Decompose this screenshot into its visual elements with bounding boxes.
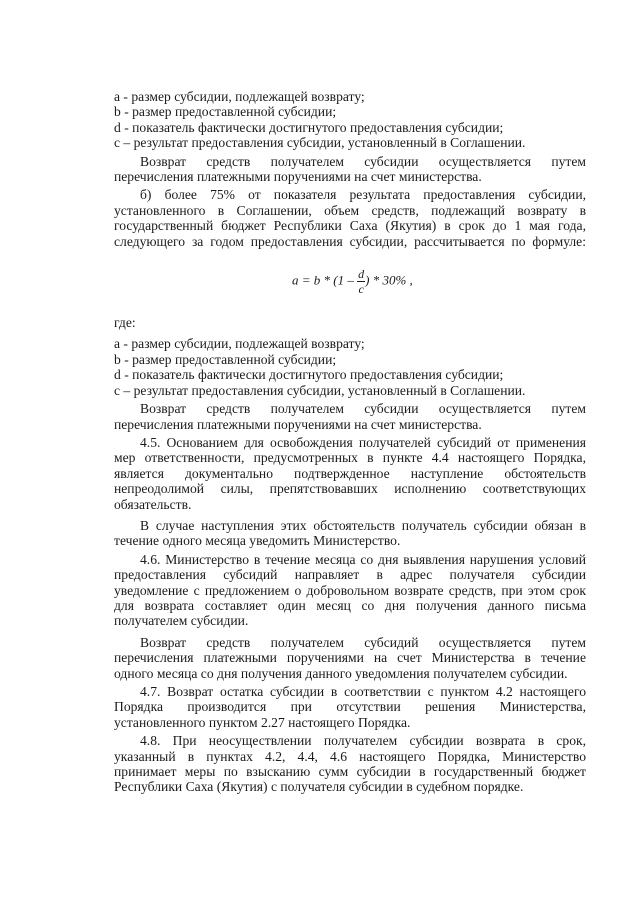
paragraph-force-majeure: В случае наступления этих обстоятельств получатель субсидии обязан в течение одного месяца уведомить Министерство.	[114, 517, 586, 549]
definition-b: b - размер предоставленной субсидии;	[114, 104, 337, 120]
formula-left: a = b * (1 –	[292, 272, 358, 288]
paragraph-4-7: 4.7. Возврат остатка субсидии в соответствии с пунктом 4.2 настоящего Порядка производится при отсутствии решения Министерства, установленного пунктом 2.27 настоящего Порядка.	[114, 684, 586, 730]
definition-b: b - размер предоставленной субсидии;	[114, 351, 337, 367]
definition-c: c – результат предоставления субсидии, установленный в Соглашении.	[114, 382, 526, 398]
formula	[114, 267, 586, 301]
paragraph-4-5: 4.5. Основанием для освобождения получателей субсидий от применения мер ответственности, предусмотренных в пункте 4.4 настоящего Порядка, является документально подтвержденное наступление обстоятельств непреодолимой силы, препятствовавших исполнению соответствующих обязательств.	[114, 434, 586, 512]
paragraph-b: б) более 75% от показателя результата предоставления субсидии, установленного в Соглашении, объем средств, подлежащий возврату в государственный бюджет Республики Саха (Якутия) в срок до 1 мая года, следующего за годом предоставления субсидии, рассчитывается по формуле:	[114, 187, 586, 249]
formula-right: ) * 30% ,	[365, 272, 413, 288]
definition-a: a - размер субсидии, подлежащей возврату;	[114, 89, 365, 104]
formula-fraction	[357, 267, 365, 296]
definitions-list-2	[114, 336, 586, 398]
where-label: где:	[114, 315, 136, 331]
definition-c: c – результат предоставления субсидии, установленный в Соглашении.	[114, 135, 526, 151]
document-body	[114, 89, 586, 798]
paragraph-4-8: 4.8. При неосуществлении получателем субсидии возврата в срок, указанный в пунктах 4.2, 4.4, 4.6 настоящего Порядка, Министерство принимает меры по взысканию сумм субсидии в государственный бюджет Республики Саха (Якутия) с получателя субсидии в судебном порядке.	[114, 733, 586, 795]
paragraph-4-6: 4.6. Министерство в течение месяца со дня выявления нарушения условий предоставления субсидий направляет в адрес получателя субсидии уведомление с предложением о добровольном возврате средств, при этом срок для возврата составляет один месяц со дня получения данного письма получателем субсидии.	[114, 551, 586, 629]
paragraph-return-1: Возврат средств получателем субсидии осуществляется путем перечисления платежными поручениями на счет министерства.	[114, 153, 586, 185]
paragraph-return-2: Возврат средств получателем субсидии осуществляется путем перечисления платежными поручениями на счет министерства.	[114, 401, 586, 432]
definition-a: a - размер субсидии, подлежащей возврату;	[114, 336, 365, 352]
paragraph-return-3: Возврат средств получателем субсидий осуществляется путем перечисления платежными поручениями на счет Министерства в течение одного месяца со дня получения данного уведомления получателем субсидии.	[114, 634, 586, 681]
definition-d: d - показатель фактически достигнутого предоставления субсидии;	[114, 119, 504, 135]
formula-denominator: c	[358, 282, 364, 297]
formula-numerator: d	[358, 267, 365, 282]
definition-d: d - показатель фактически достигнутого предоставления субсидии;	[114, 367, 504, 383]
definitions-list	[114, 89, 586, 151]
